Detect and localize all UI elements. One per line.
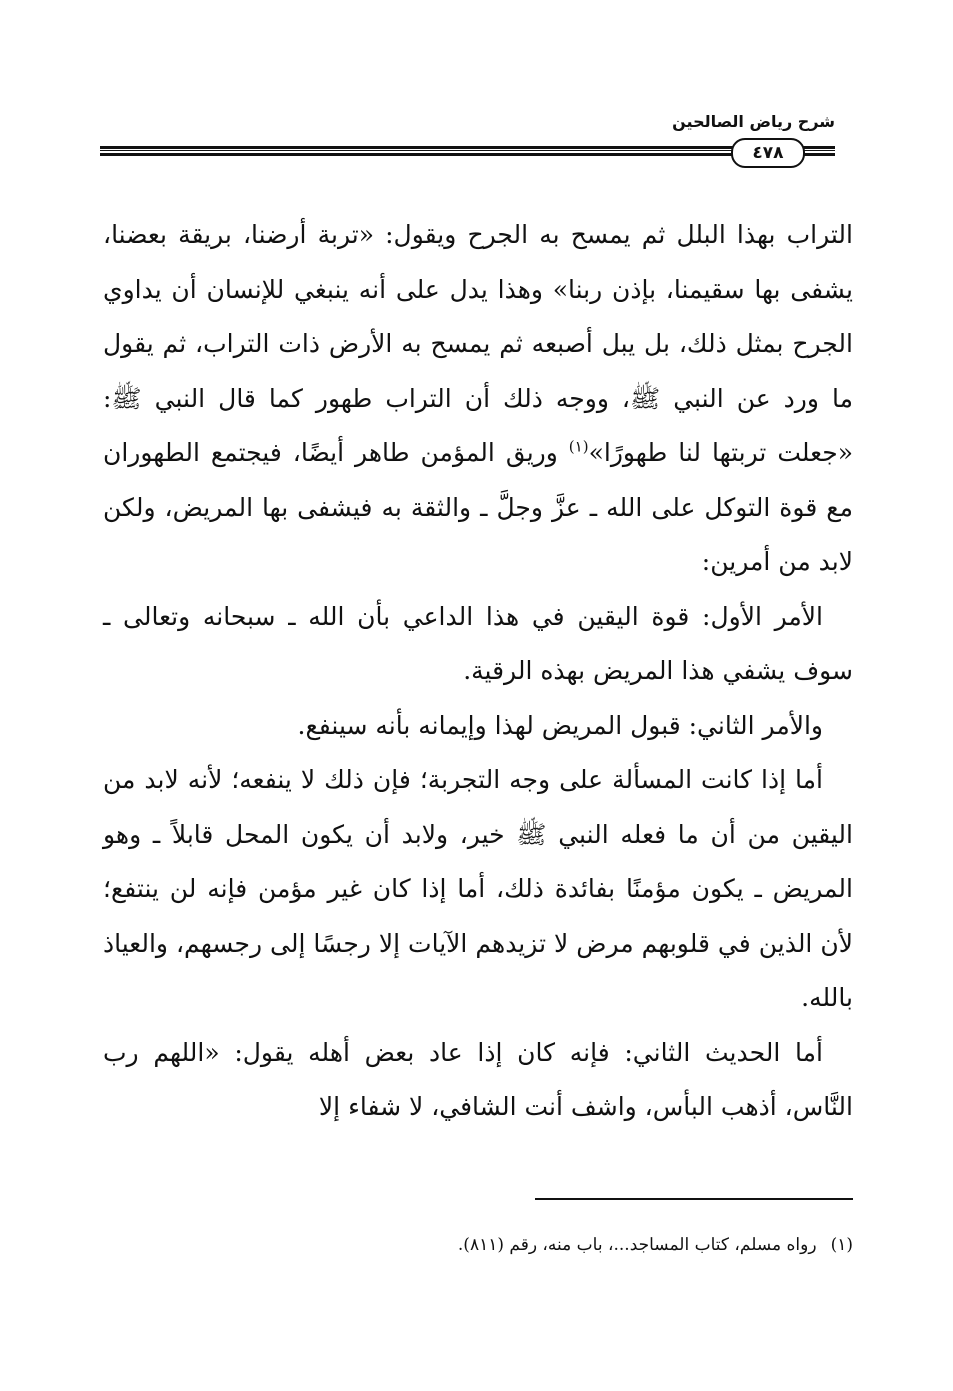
main-text bbox=[103, 208, 853, 1135]
paragraph-4: أما إذا كانت المسألة على وجه التجربة؛ فإن ذلك لا ينفعه؛ لأنه لابد من اليقين من أن ما فعله النبي ﷺ خير، ولابد أن يكون المحل قابلاً ـ وهو المريض ـ يكون مؤمنًا بفائدة ذلك، أما إذا كان غير مؤمن فإنه لن ينتفع؛ لأن الذين في قلوبهم مرض لا تزيدهم الآيات إلا رجسًا إلى رجسهم، والعياذ بالله. bbox=[103, 765, 853, 1012]
paragraph-5: أما الحديث الثاني: فإنه كان إذا عاد بعض أهله يقول: «اللهم رب النَّاس، أذهب البأس، واشف أنت الشافي، لا شفاء إلا bbox=[103, 1037, 853, 1121]
page-number: ٤٧٨ bbox=[731, 138, 805, 168]
paragraph-1-text-a: التراب بهذا البلل ثم يمسح به الجرح ويقول: «تربة أرضنا، بريقة بعضنا، يشفى بها سقيمنا، بإذن ربنا» وهذا يدل على أنه ينبغي للإنسان أن يداوي الجرح بمثل ذلك، بل يبل أصبعه ثم يمسح به الأرض ذات التراب، ثم يقول ما ورد عن النبي ﷺ، ووجه ذلك أن التراب طهور كما قال النبي ﷺ: «جعلت تربتها لنا طهورًا» bbox=[103, 220, 853, 467]
footnote-separator bbox=[535, 1198, 853, 1200]
footnote-reference: (١) bbox=[568, 437, 589, 456]
header-rule bbox=[100, 140, 835, 164]
footnote bbox=[103, 1232, 853, 1258]
footnote-number: (١) bbox=[830, 1235, 853, 1255]
paragraph-3: والأمر الثاني: قبول المريض لهذا وإيمانه بأنه سينفع. bbox=[297, 710, 823, 740]
header-double-line bbox=[100, 146, 835, 156]
footnote-text: رواه مسلم، كتاب المساجد...، باب منه، رقم (٨١١). bbox=[457, 1235, 817, 1255]
running-header-title: شرح رياض الصالحين bbox=[672, 112, 835, 131]
paragraph-1 bbox=[103, 208, 853, 590]
paragraph-1-text-b: وريق المؤمن طاهر أيضًا، فيجتمع الطهوران مع قوة التوكل على الله ـ عزَّ وجلَّ ـ والثقة به فيشفى بها المريض، ولكن لابد من أمرين: bbox=[103, 438, 853, 576]
paragraph-2: الأمر الأول: قوة اليقين في هذا الداعي بأن الله ـ سبحانه وتعالى ـ سوف يشفي هذا المريض بهذه الرقية. bbox=[103, 601, 853, 685]
